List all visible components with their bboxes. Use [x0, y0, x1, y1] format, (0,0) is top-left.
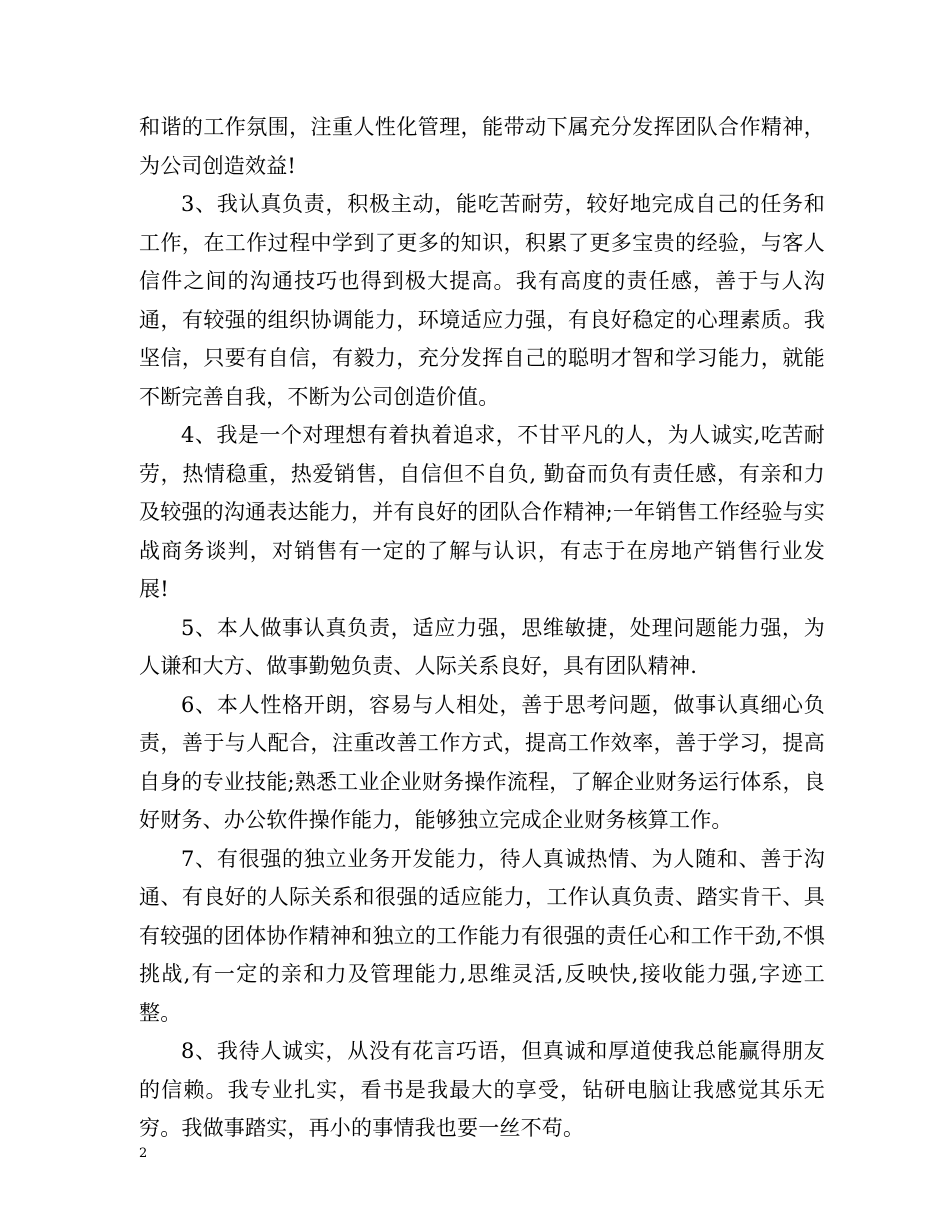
page-number: 2 [139, 1146, 148, 1161]
paragraph-item-5: 5、本人做事认真负责，适应力强，思维敏捷，处理问题能力强，为人谦和大方、做事勤勉负责、人际关系良好，具有团队精神. [139, 615, 825, 678]
document-body [139, 108, 825, 1148]
paragraph-item-4: 4、我是一个对理想有着执着追求，不甘平凡的人，为人诚实,吃苦耐劳，热情稳重，热爱销售，自信但不自负, 勤奋而负有责任感，有亲和力及较强的沟通表达能力，并有良好的团队合作精神;一年销售工作经验与实战商务谈判，对销售有一定的了解与认识，有志于在房地产销售行业发展! [139, 423, 825, 601]
paragraph-item-8: 8、我待人诚实，从没有花言巧语，但真诚和厚道使我总能赢得朋友的信赖。我专业扎实，看书是我最大的享受，钻研电脑让我感觉其乐无穷。我做事踏实，再小的事情我也要一丝不苟。 [139, 1039, 825, 1140]
paragraph-continuation: 和谐的工作氛围，注重人性化管理，能带动下属充分发挥团队合作精神，为公司创造效益! [139, 115, 825, 178]
paragraph-item-6: 6、本人性格开朗，容易与人相处，善于思考问题，做事认真细心负责，善于与人配合，注重改善工作方式，提高工作效率，善于学习，提高自身的专业技能;熟悉工业企业财务操作流程，了解企业财务运行体系，良好财务、办公软件操作能力，能够独立完成企业财务核算工作。 [139, 692, 825, 832]
paragraph-item-3: 3、我认真负责，积极主动，能吃苦耐劳，较好地完成自己的任务和工作，在工作过程中学到了更多的知识，积累了更多宝贵的经验，与客人信件之间的沟通技巧也得到极大提高。我有高度的责任感，善于与人沟通，有较强的组织协调能力，环境适应力强，有良好稳定的心理素质。我坚信，只要有自信，有毅力，充分发挥自己的聪明才智和学习能力，就能不断完善自我，不断为公司创造价值。 [139, 192, 825, 409]
paragraph-item-7: 7、有很强的独立业务开发能力，待人真诚热情、为人随和、善于沟通、有良好的人际关系和很强的适应能力，工作认真负责、踏实肯干、具有较强的团体协作精神和独立的工作能力有很强的责任心和工作干劲,不惧挑战,有一定的亲和力及管理能力,思维灵活,反映快,接收能力强,字迹工整。 [139, 846, 825, 1025]
